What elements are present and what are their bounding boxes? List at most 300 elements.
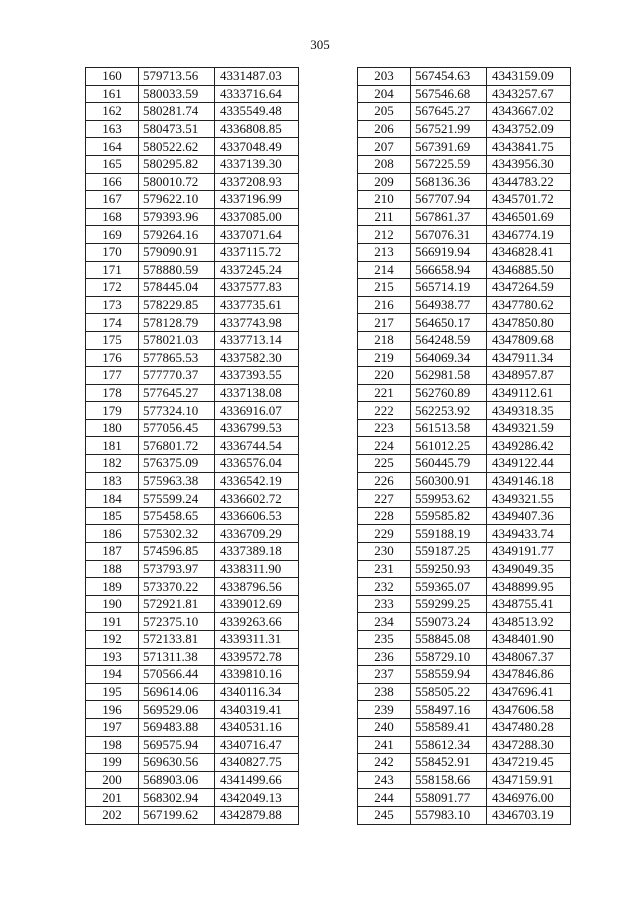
point-number-cell: 174 [86, 314, 139, 332]
y-coordinate-cell: 4336808.85 [215, 120, 299, 138]
table-row [86, 578, 299, 596]
point-number-cell: 205 [358, 103, 411, 121]
x-coordinate-cell: 559188.19 [411, 525, 487, 543]
table-row [86, 367, 299, 385]
table-row [358, 806, 571, 824]
point-number-cell: 216 [358, 296, 411, 314]
x-coordinate-cell: 578880.59 [139, 261, 215, 279]
y-coordinate-cell: 4349112.61 [487, 384, 571, 402]
y-coordinate-cell: 4347696.41 [487, 683, 571, 701]
table-row [86, 384, 299, 402]
table-row [86, 437, 299, 455]
point-number-cell: 212 [358, 226, 411, 244]
y-coordinate-cell: 4339263.66 [215, 613, 299, 631]
coordinate-table-left-body [86, 68, 299, 825]
x-coordinate-cell: 566658.94 [411, 261, 487, 279]
table-row [358, 683, 571, 701]
y-coordinate-cell: 4337196.99 [215, 191, 299, 209]
table-row [358, 208, 571, 226]
table-row [358, 349, 571, 367]
x-coordinate-cell: 573793.97 [139, 560, 215, 578]
x-coordinate-cell: 572921.81 [139, 595, 215, 613]
point-number-cell: 171 [86, 261, 139, 279]
table-row [358, 595, 571, 613]
table-row [358, 754, 571, 772]
point-number-cell: 201 [86, 789, 139, 807]
y-coordinate-cell: 4349191.77 [487, 543, 571, 561]
point-number-cell: 181 [86, 437, 139, 455]
x-coordinate-cell: 559585.82 [411, 507, 487, 525]
y-coordinate-cell: 4342879.88 [215, 806, 299, 824]
y-coordinate-cell: 4337743.98 [215, 314, 299, 332]
table-row [358, 789, 571, 807]
table-row [86, 806, 299, 824]
table-row [358, 718, 571, 736]
x-coordinate-cell: 567546.68 [411, 85, 487, 103]
point-number-cell: 245 [358, 806, 411, 824]
x-coordinate-cell: 558505.22 [411, 683, 487, 701]
table-row [358, 578, 571, 596]
x-coordinate-cell: 562760.89 [411, 384, 487, 402]
point-number-cell: 185 [86, 507, 139, 525]
table-row [358, 402, 571, 420]
coordinate-table-right [357, 67, 571, 825]
table-row [358, 455, 571, 473]
point-number-cell: 163 [86, 120, 139, 138]
y-coordinate-cell: 4340116.34 [215, 683, 299, 701]
y-coordinate-cell: 4347850.80 [487, 314, 571, 332]
x-coordinate-cell: 568903.06 [139, 771, 215, 789]
table-row [86, 683, 299, 701]
x-coordinate-cell: 561012.25 [411, 437, 487, 455]
table-row [86, 208, 299, 226]
point-number-cell: 189 [86, 578, 139, 596]
x-coordinate-cell: 569614.06 [139, 683, 215, 701]
table-row [86, 736, 299, 754]
y-coordinate-cell: 4346976.00 [487, 789, 571, 807]
y-coordinate-cell: 4342049.13 [215, 789, 299, 807]
x-coordinate-cell: 567225.59 [411, 155, 487, 173]
y-coordinate-cell: 4339572.78 [215, 648, 299, 666]
x-coordinate-cell: 572375.10 [139, 613, 215, 631]
point-number-cell: 172 [86, 279, 139, 297]
x-coordinate-cell: 558612.34 [411, 736, 487, 754]
table-row [358, 472, 571, 490]
table-row [86, 472, 299, 490]
x-coordinate-cell: 559953.62 [411, 490, 487, 508]
point-number-cell: 237 [358, 666, 411, 684]
y-coordinate-cell: 4337115.72 [215, 243, 299, 261]
point-number-cell: 179 [86, 402, 139, 420]
y-coordinate-cell: 4348513.92 [487, 613, 571, 631]
y-coordinate-cell: 4348755.41 [487, 595, 571, 613]
y-coordinate-cell: 4347846.86 [487, 666, 571, 684]
table-row [86, 490, 299, 508]
y-coordinate-cell: 4337071.64 [215, 226, 299, 244]
y-coordinate-cell: 4346501.69 [487, 208, 571, 226]
y-coordinate-cell: 4338311.90 [215, 560, 299, 578]
table-row [86, 771, 299, 789]
y-coordinate-cell: 4346885.50 [487, 261, 571, 279]
point-number-cell: 167 [86, 191, 139, 209]
x-coordinate-cell: 575458.65 [139, 507, 215, 525]
point-number-cell: 178 [86, 384, 139, 402]
x-coordinate-cell: 575599.24 [139, 490, 215, 508]
y-coordinate-cell: 4349286.42 [487, 437, 571, 455]
x-coordinate-cell: 567454.63 [411, 68, 487, 86]
x-coordinate-cell: 558497.16 [411, 701, 487, 719]
coordinate-table-right-body [358, 68, 571, 825]
point-number-cell: 222 [358, 402, 411, 420]
table-row [358, 138, 571, 156]
point-number-cell: 218 [358, 331, 411, 349]
y-coordinate-cell: 4349433.74 [487, 525, 571, 543]
table-row [86, 191, 299, 209]
x-coordinate-cell: 580281.74 [139, 103, 215, 121]
x-coordinate-cell: 559187.25 [411, 543, 487, 561]
x-coordinate-cell: 567645.27 [411, 103, 487, 121]
table-row [86, 666, 299, 684]
x-coordinate-cell: 559250.93 [411, 560, 487, 578]
y-coordinate-cell: 4337138.08 [215, 384, 299, 402]
x-coordinate-cell: 575302.32 [139, 525, 215, 543]
point-number-cell: 160 [86, 68, 139, 86]
point-number-cell: 230 [358, 543, 411, 561]
x-coordinate-cell: 559073.24 [411, 613, 487, 631]
x-coordinate-cell: 577770.37 [139, 367, 215, 385]
point-number-cell: 240 [358, 718, 411, 736]
y-coordinate-cell: 4339311.31 [215, 631, 299, 649]
x-coordinate-cell: 580010.72 [139, 173, 215, 191]
x-coordinate-cell: 579713.56 [139, 68, 215, 86]
point-number-cell: 209 [358, 173, 411, 191]
x-coordinate-cell: 565714.19 [411, 279, 487, 297]
point-number-cell: 227 [358, 490, 411, 508]
x-coordinate-cell: 569575.94 [139, 736, 215, 754]
y-coordinate-cell: 4347219.45 [487, 754, 571, 772]
point-number-cell: 176 [86, 349, 139, 367]
point-number-cell: 164 [86, 138, 139, 156]
y-coordinate-cell: 4349321.59 [487, 419, 571, 437]
point-number-cell: 180 [86, 419, 139, 437]
table-row [358, 367, 571, 385]
x-coordinate-cell: 579090.91 [139, 243, 215, 261]
x-coordinate-cell: 576375.09 [139, 455, 215, 473]
point-number-cell: 238 [358, 683, 411, 701]
x-coordinate-cell: 567199.62 [139, 806, 215, 824]
y-coordinate-cell: 4337085.00 [215, 208, 299, 226]
point-number-cell: 188 [86, 560, 139, 578]
y-coordinate-cell: 4349122.44 [487, 455, 571, 473]
point-number-cell: 169 [86, 226, 139, 244]
point-number-cell: 228 [358, 507, 411, 525]
y-coordinate-cell: 4345701.72 [487, 191, 571, 209]
x-coordinate-cell: 559365.07 [411, 578, 487, 596]
point-number-cell: 198 [86, 736, 139, 754]
page-number: 305 [310, 37, 330, 52]
x-coordinate-cell: 560300.91 [411, 472, 487, 490]
y-coordinate-cell: 4333716.64 [215, 85, 299, 103]
table-row [358, 279, 571, 297]
y-coordinate-cell: 4341499.66 [215, 771, 299, 789]
table-row [86, 613, 299, 631]
point-number-cell: 235 [358, 631, 411, 649]
x-coordinate-cell: 580473.51 [139, 120, 215, 138]
y-coordinate-cell: 4347911.34 [487, 349, 571, 367]
table-row [86, 595, 299, 613]
x-coordinate-cell: 558559.94 [411, 666, 487, 684]
point-number-cell: 234 [358, 613, 411, 631]
x-coordinate-cell: 579622.10 [139, 191, 215, 209]
point-number-cell: 211 [358, 208, 411, 226]
point-number-cell: 214 [358, 261, 411, 279]
table-row [86, 155, 299, 173]
coordinate-table-left [85, 67, 299, 825]
x-coordinate-cell: 562981.58 [411, 367, 487, 385]
table-row [86, 173, 299, 191]
x-coordinate-cell: 574596.85 [139, 543, 215, 561]
x-coordinate-cell: 578445.04 [139, 279, 215, 297]
table-row [86, 718, 299, 736]
x-coordinate-cell: 577865.53 [139, 349, 215, 367]
y-coordinate-cell: 4343841.75 [487, 138, 571, 156]
y-coordinate-cell: 4336709.29 [215, 525, 299, 543]
point-number-cell: 233 [358, 595, 411, 613]
table-row [358, 68, 571, 86]
point-number-cell: 232 [358, 578, 411, 596]
table-row [358, 771, 571, 789]
y-coordinate-cell: 4346703.19 [487, 806, 571, 824]
table-row [358, 103, 571, 121]
y-coordinate-cell: 4336799.53 [215, 419, 299, 437]
point-number-cell: 199 [86, 754, 139, 772]
table-row [358, 226, 571, 244]
y-coordinate-cell: 4340531.16 [215, 718, 299, 736]
y-coordinate-cell: 4349321.55 [487, 490, 571, 508]
table-row [358, 120, 571, 138]
point-number-cell: 223 [358, 419, 411, 437]
y-coordinate-cell: 4343667.02 [487, 103, 571, 121]
x-coordinate-cell: 579264.16 [139, 226, 215, 244]
y-coordinate-cell: 4349407.36 [487, 507, 571, 525]
table-row [86, 507, 299, 525]
y-coordinate-cell: 4335549.48 [215, 103, 299, 121]
table-row [86, 243, 299, 261]
point-number-cell: 236 [358, 648, 411, 666]
point-number-cell: 202 [86, 806, 139, 824]
table-row [86, 419, 299, 437]
y-coordinate-cell: 4340319.41 [215, 701, 299, 719]
x-coordinate-cell: 558091.77 [411, 789, 487, 807]
point-number-cell: 203 [358, 68, 411, 86]
y-coordinate-cell: 4337577.83 [215, 279, 299, 297]
table-row [86, 631, 299, 649]
table-row [358, 490, 571, 508]
y-coordinate-cell: 4346774.19 [487, 226, 571, 244]
point-number-cell: 165 [86, 155, 139, 173]
point-number-cell: 186 [86, 525, 139, 543]
table-row [86, 543, 299, 561]
point-number-cell: 231 [358, 560, 411, 578]
table-row [358, 331, 571, 349]
x-coordinate-cell: 569483.88 [139, 718, 215, 736]
y-coordinate-cell: 4337393.55 [215, 367, 299, 385]
table-row [86, 701, 299, 719]
point-number-cell: 166 [86, 173, 139, 191]
y-coordinate-cell: 4337245.24 [215, 261, 299, 279]
x-coordinate-cell: 558729.10 [411, 648, 487, 666]
y-coordinate-cell: 4331487.03 [215, 68, 299, 86]
table-row [86, 349, 299, 367]
x-coordinate-cell: 569630.56 [139, 754, 215, 772]
x-coordinate-cell: 558589.41 [411, 718, 487, 736]
x-coordinate-cell: 576801.72 [139, 437, 215, 455]
table-row [86, 103, 299, 121]
x-coordinate-cell: 558158.66 [411, 771, 487, 789]
point-number-cell: 219 [358, 349, 411, 367]
point-number-cell: 195 [86, 683, 139, 701]
x-coordinate-cell: 578021.03 [139, 331, 215, 349]
x-coordinate-cell: 573370.22 [139, 578, 215, 596]
point-number-cell: 220 [358, 367, 411, 385]
y-coordinate-cell: 4336542.19 [215, 472, 299, 490]
y-coordinate-cell: 4347480.28 [487, 718, 571, 736]
y-coordinate-cell: 4348957.87 [487, 367, 571, 385]
point-number-cell: 244 [358, 789, 411, 807]
table-row [86, 331, 299, 349]
x-coordinate-cell: 578229.85 [139, 296, 215, 314]
point-number-cell: 192 [86, 631, 139, 649]
table-row [358, 543, 571, 561]
x-coordinate-cell: 575963.38 [139, 472, 215, 490]
y-coordinate-cell: 4337139.30 [215, 155, 299, 173]
table-row [86, 226, 299, 244]
point-number-cell: 221 [358, 384, 411, 402]
x-coordinate-cell: 577324.10 [139, 402, 215, 420]
point-number-cell: 210 [358, 191, 411, 209]
point-number-cell: 206 [358, 120, 411, 138]
y-coordinate-cell: 4349146.18 [487, 472, 571, 490]
x-coordinate-cell: 571311.38 [139, 648, 215, 666]
x-coordinate-cell: 577056.45 [139, 419, 215, 437]
point-number-cell: 193 [86, 648, 139, 666]
x-coordinate-cell: 567076.31 [411, 226, 487, 244]
point-number-cell: 177 [86, 367, 139, 385]
y-coordinate-cell: 4349049.35 [487, 560, 571, 578]
y-coordinate-cell: 4347809.68 [487, 331, 571, 349]
y-coordinate-cell: 4336602.72 [215, 490, 299, 508]
y-coordinate-cell: 4348401.90 [487, 631, 571, 649]
x-coordinate-cell: 564650.17 [411, 314, 487, 332]
y-coordinate-cell: 4343956.30 [487, 155, 571, 173]
x-coordinate-cell: 579393.96 [139, 208, 215, 226]
point-number-cell: 241 [358, 736, 411, 754]
y-coordinate-cell: 4340827.75 [215, 754, 299, 772]
x-coordinate-cell: 557983.10 [411, 806, 487, 824]
y-coordinate-cell: 4339012.69 [215, 595, 299, 613]
point-number-cell: 170 [86, 243, 139, 261]
y-coordinate-cell: 4346828.41 [487, 243, 571, 261]
y-coordinate-cell: 4347606.58 [487, 701, 571, 719]
table-row [86, 402, 299, 420]
table-row [86, 120, 299, 138]
table-row [358, 261, 571, 279]
y-coordinate-cell: 4348067.37 [487, 648, 571, 666]
y-coordinate-cell: 4339810.16 [215, 666, 299, 684]
point-number-cell: 225 [358, 455, 411, 473]
x-coordinate-cell: 567521.99 [411, 120, 487, 138]
x-coordinate-cell: 580522.62 [139, 138, 215, 156]
y-coordinate-cell: 4347159.91 [487, 771, 571, 789]
y-coordinate-cell: 4338796.56 [215, 578, 299, 596]
point-number-cell: 168 [86, 208, 139, 226]
y-coordinate-cell: 4337048.49 [215, 138, 299, 156]
point-number-cell: 200 [86, 771, 139, 789]
table-row [358, 560, 571, 578]
point-number-cell: 191 [86, 613, 139, 631]
point-number-cell: 182 [86, 455, 139, 473]
table-row [358, 314, 571, 332]
x-coordinate-cell: 564069.34 [411, 349, 487, 367]
table-row [86, 85, 299, 103]
table-row [358, 85, 571, 103]
x-coordinate-cell: 564248.59 [411, 331, 487, 349]
table-row [86, 455, 299, 473]
x-coordinate-cell: 559299.25 [411, 595, 487, 613]
y-coordinate-cell: 4348899.95 [487, 578, 571, 596]
x-coordinate-cell: 558452.91 [411, 754, 487, 772]
table-row [358, 666, 571, 684]
x-coordinate-cell: 578128.79 [139, 314, 215, 332]
point-number-cell: 208 [358, 155, 411, 173]
y-coordinate-cell: 4337389.18 [215, 543, 299, 561]
y-coordinate-cell: 4337208.93 [215, 173, 299, 191]
x-coordinate-cell: 567391.69 [411, 138, 487, 156]
table-row [86, 138, 299, 156]
table-row [86, 314, 299, 332]
point-number-cell: 242 [358, 754, 411, 772]
point-number-cell: 204 [358, 85, 411, 103]
table-row [86, 68, 299, 86]
x-coordinate-cell: 577645.27 [139, 384, 215, 402]
point-number-cell: 173 [86, 296, 139, 314]
table-row [358, 631, 571, 649]
y-coordinate-cell: 4349318.35 [487, 402, 571, 420]
y-coordinate-cell: 4347288.30 [487, 736, 571, 754]
y-coordinate-cell: 4336576.04 [215, 455, 299, 473]
x-coordinate-cell: 572133.81 [139, 631, 215, 649]
y-coordinate-cell: 4336744.54 [215, 437, 299, 455]
table-row [358, 736, 571, 754]
point-number-cell: 243 [358, 771, 411, 789]
point-number-cell: 239 [358, 701, 411, 719]
x-coordinate-cell: 569529.06 [139, 701, 215, 719]
y-coordinate-cell: 4337713.14 [215, 331, 299, 349]
table-row [358, 701, 571, 719]
x-coordinate-cell: 566919.94 [411, 243, 487, 261]
table-row [86, 296, 299, 314]
table-row [358, 437, 571, 455]
point-number-cell: 213 [358, 243, 411, 261]
x-coordinate-cell: 568302.94 [139, 789, 215, 807]
table-row [358, 419, 571, 437]
y-coordinate-cell: 4337735.61 [215, 296, 299, 314]
table-row [358, 613, 571, 631]
table-row [86, 789, 299, 807]
point-number-cell: 161 [86, 85, 139, 103]
y-coordinate-cell: 4343752.09 [487, 120, 571, 138]
x-coordinate-cell: 567707.94 [411, 191, 487, 209]
